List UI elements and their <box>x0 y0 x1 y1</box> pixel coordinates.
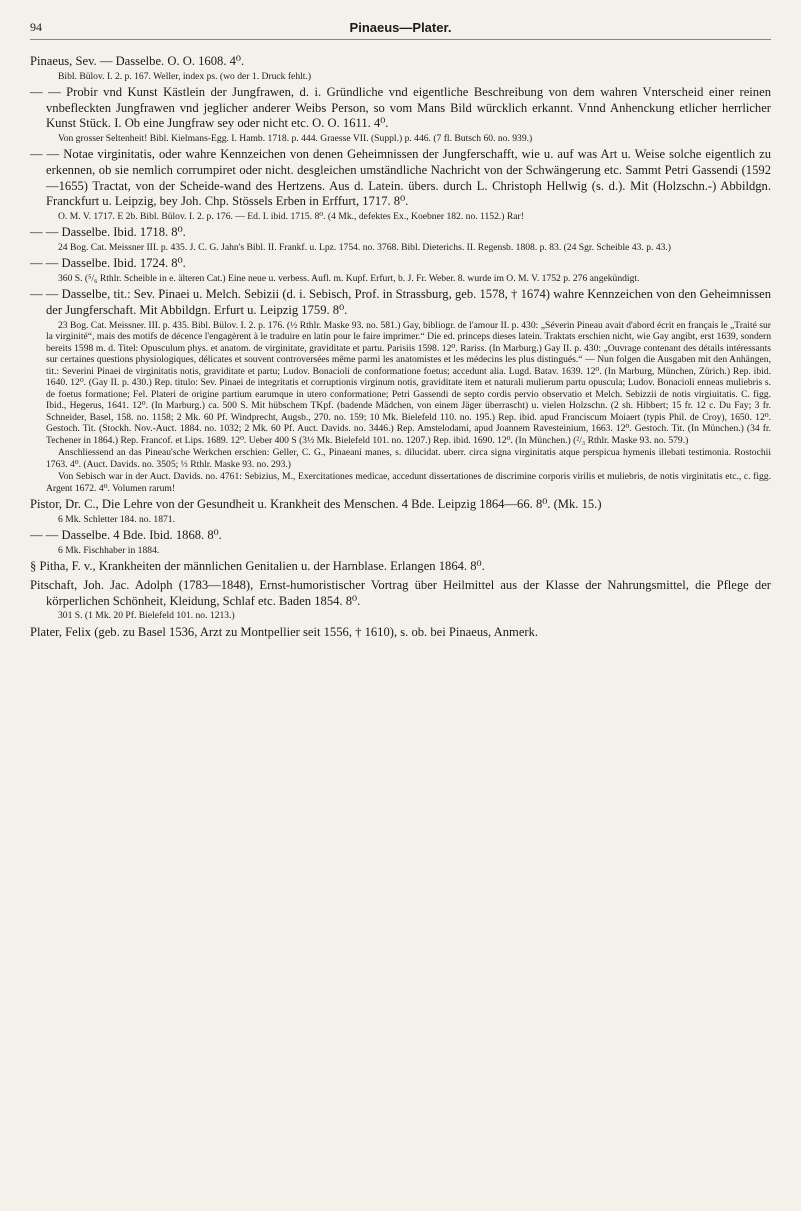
entry-note: Bibl. Bülov. I. 2. p. 167. Weller, index ps. (wo der 1. Druck fehlt.) <box>58 70 312 82</box>
entry-heading: — — Dasselbe. Ibid. 1724. 8⁰. <box>30 256 186 271</box>
entry-heading: — — Dasselbe. Ibid. 1718. 8⁰. <box>30 225 186 240</box>
entry-heading: — — Dasselbe, tit.: Sev. Pinaei u. Melch. Sebizii (d. i. Sebisch, Prof. in Strassburg, geb. 1578, † 1674) wahre Kennzeichen von den Geheimnissen der Jungferschaft. Mit Abbildgn. Erfurt u. Leipzig 1759. 8⁰. <box>30 287 771 318</box>
entry-pistor-1864 <box>30 497 771 525</box>
entry-note: 6 Mk. Fischhaber in 1884. <box>58 544 160 556</box>
entry-pitschaft <box>30 578 771 622</box>
entry-pitha <box>30 559 771 575</box>
entry-note: 360 S. (⁵/₆ Rthlr. Scheible in e. älteren Cat.) Eine neue u. verbess. Aufl. m. Kupf. Erfurt, b. J. Fr. Weber. 8. wurde im O. M. V. 1752 p. 276 angekündigt. <box>58 272 640 284</box>
entry-note: O. M. V. 1717. E 2b. Bibl. Bülov. I. 2. p. 176. — Ed. I. ibid. 1715. 8⁰. (4 Mk., defektes Ex., Koebner 182. no. 1152.) Rar! <box>58 210 524 222</box>
entry-heading: Pitschaft, Joh. Jac. Adolph (1783—1848), Ernst-humoristischer Vortrag über Heilmittel aus der Klasse der Nahrungsmittel, die Pflege der körperlichen Schönheit, Kleidung, Schlaf etc. Baden 1854. 8⁰. <box>30 577 771 608</box>
entry-note: Anschliessend an das Pineau'sche Werkchen erschien: Geller, C. G., Pinaeani manes, s. dilucidat. uberr. circa signa virginitatis atque perspicua hymenis illebati testimonia. Rostochii 1763. 4⁰. (Auct. Davids. no. 3505; ⅓ Rthlr. Maske 93. no. 293.) <box>46 447 771 470</box>
entry-probir-kunst-kaestlein <box>30 85 771 144</box>
entry-plater <box>30 625 771 641</box>
entry-dasselbe-1718 <box>30 225 771 253</box>
entry-note: Von Sebisch war in der Auct. Davids. no. 4761: Sebizius, M., Exercitationes medicae, accedunt dissertationes de discrimine corporis virilis et muliebris, de notis virginitatis etc., c. figg. Argent 1672. 4⁰. Volumen rarum! <box>46 471 771 494</box>
entry-heading: — — Notae virginitatis, oder wahre Kennzeichen von denen Geheimnissen der Jungferschafft, wie u. auf was Art u. Weise solche eigentlich zu erkennen, ob sie nemlich corrumpiret oder nicht. desgleichen umständliche Nachricht von der Schwängerung etc. Sammt Petri Gassendi (1592—1655) Tractat, von der Scheide-wand des Hertzens. Aus d. Latein. übers. durch L. Christoph Hellwig (s. d.). Mit (Holzschn.-) Abbildgn. Franckfurt u. Leipzig, bey Joh. Chp. Stössels Erben in Erffurt, 1717. 8⁰. <box>30 147 771 209</box>
entry-list <box>30 54 771 643</box>
entry-dasselbe-1759 <box>30 287 771 494</box>
entry-heading: — — Dasselbe. 4 Bde. Ibid. 1868. 8⁰. <box>30 528 222 543</box>
entry-note: 301 S. (1 Mk. 20 Pf. Bielefeld 101. no. 1213.) <box>58 610 235 622</box>
entry-heading: Pistor, Dr. C., Die Lehre von der Gesundheit u. Krankheit des Menschen. 4 Bde. Leipzig 1864—66. 8⁰. (Mk. 15.) <box>30 497 602 512</box>
entry-pinaeus-1608 <box>30 54 771 82</box>
entry-note: 6 Mk. Schletter 184. no. 1871. <box>58 513 175 525</box>
entry-note: 24 Bog. Cat. Meissner III. p. 435. J. C. G. Jahn's Bibl. II. Frankf. u. Lpz. 1754. no. 3768. Bibl. Dieterichs. II. Regensb. 1808. p. 83. (24 Sgr. Scheible 43. p. 43.) <box>58 241 672 253</box>
entry-dasselbe-1724 <box>30 256 771 284</box>
entry-note: 23 Bog. Cat. Meissner. III. p. 435. Bibl. Bülov. I. 2. p. 176. (½ Rthlr. Maske 93. no. 581.) Gay, bibliogr. de l'amour II. p. 430: „Séverin Pineau avait d'abord écrit en français le „Traité sur la virginité“, mais des motifs de décence l'engagèrent à le traduire en latin pour le faire imprimer.“ Die ed. princeps dieses latein. Traktats erschien nicht, wie Gay angibt, erst 1639, sondern bereits 1598 m. d. Titel: Opusculum phys. et anatom. de virginitate, graviditate et partu. Parisiis 1598. 12⁰. Rariss. (In Marburg.) Gay II. p. 430: „Ouvrage contenant des détails intéressants sur certaines questions physiologiques, délicates et souvent controversées même parmi les anatomistes et les médecins les plus distingués.“ — Nun folgen die Ausgaben mit den Anhängen, tit.: Severini Pinaei de virginitatis notis, graviditate et partu; Ludov. Bonacioli de conformatione foetus; accedunt alia. Lugd. Batav. 1639. 12⁰. (In Marburg, München, Zürich.) Rep. ibid. 1640. 12⁰. (Gay II. p. 430.) Rep. titulo: Sev. Pinaei de integritatis et corruptionis virginum notis, graviditate item et naturali mulierum partu opuscula; Ludov. Bonacioli enneas muliebris s. de foetus formatione; Fel. Plateri de origine partium earumque in utero conformatione; Petri Gassendi de septo cordis pervio observatio et Melch. Sebizzii de notis virgiuitatis. C. figg. Ibid., Hegerus, 1641. 12⁰. (In Marburg.) ca. 500 S. Mit hübschem TKpf. (badende Mädchen, von einem Jäger überrascht) u. vielen Holzschn. (2 sh. Hibbert; 15 fr. 12 c. Du Fay; 3 fr. Schneider, Basel, 158. no. 1158; 2 Mk. 60 Pf. Windprecht, Augsb., 270. no. 159; 10 Mk. Bielefeld 110. no. 195.) Rep. ibid. apud Franciscum Moiaert (typis Phil. de Croy), 1650. 12⁰. Gestoch. Tit. (Stockh. Nov.-Auct. 1884. no. 1032; 2 Mk. 60 Pf. Auct. Davids. no. 3446.) Rep. Amstelodami, apud Joannem Ravesteinium, 1663. 12⁰. Gestoch. Tit. (In München.) (34 fr. Techener in 1864.) Rep. Francof. et Lips. 1689. 12⁰. Ueber 400 S (3½ Mk. Bielefeld 101. no. 1207.) Rep. ibid. 1690. 12⁰. (In München.) (²/₃ Rthlr. Maske 93. no. 579.) <box>46 319 771 446</box>
entry-heading: — — Probir vnd Kunst Kästlein der Jungfrawen, d. i. Gründliche vnd eigentliche Beschreibung von dem wahren Vnterscheid einer reinen vnbefleckten Jungfrawen vnd jeglicher anderer Weibs Person, so vom Mans Bild würcklich erkannt. Vnnd Anhenckung etlicher herrlicher Kunst Stück. I. Ob eine Jungfraw sey oder nicht etc. O. O. 1611. 4⁰. <box>30 85 771 131</box>
running-head <box>30 20 771 36</box>
page-number: 94 <box>30 20 42 34</box>
entry-note: Von grosser Seltenheit! Bibl. Kielmans-Egg. I. Hamb. 1718. p. 444. Graesse VII. (Suppl.) p. 446. (7 fl. Butsch 60. no. 939.) <box>58 132 533 144</box>
entry-heading: Plater, Felix (geb. zu Basel 1536, Arzt zu Montpellier seit 1556, † 1610), s. ob. bei Pinaeus, Anmerk. <box>30 624 539 639</box>
header-rule <box>30 39 771 40</box>
entry-heading: § Pitha, F. v., Krankheiten der männlichen Genitalien u. der Harnblase. Erlangen 1864. 8⁰. <box>30 559 485 574</box>
entry-notae-virginitatis <box>30 147 771 222</box>
running-title: Pinaeus—Plater. <box>349 20 452 35</box>
entry-pistor-1868 <box>30 528 771 556</box>
entry-heading: Pinaeus, Sev. — Dasselbe. O. O. 1608. 4⁰. <box>30 54 245 68</box>
